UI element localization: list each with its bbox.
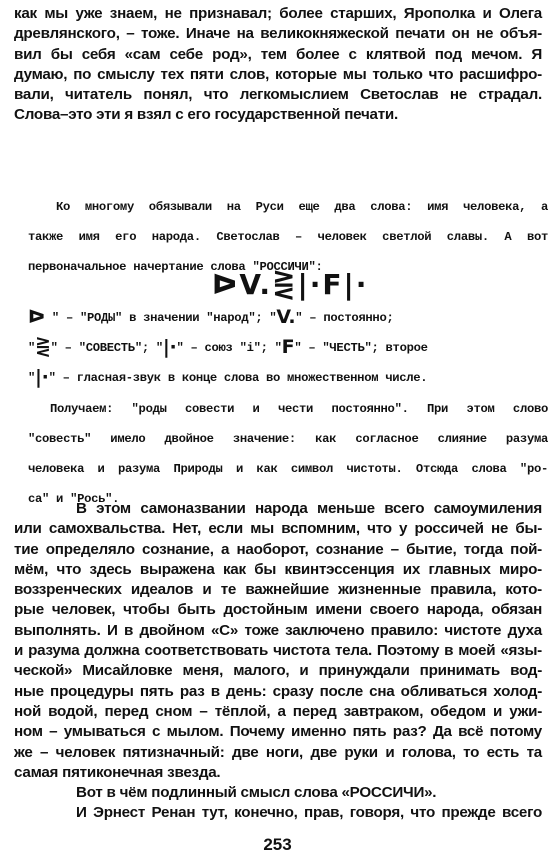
- definition-word: "ЧЕСТЬ";: [322, 341, 379, 355]
- rune-glyph: |·: [162, 336, 177, 358]
- definition-word: "РОДЫ": [79, 311, 123, 325]
- typed-line: первоначальное начертание слова "РОССИЧИ":: [28, 260, 323, 274]
- definition-line: "⋛" – "СОВЕСТЬ"; "|·" – союз "i"; "F" – "ЧЕСТЬ"; второе: [28, 336, 428, 358]
- text-line: Вот в чём подлинный смысл слова «РОССИЧИ».: [76, 784, 437, 802]
- page-number: 253: [263, 835, 292, 854]
- typed-line: человека и разума Природы и как символ чистоты. Отсюда слова "ро-: [28, 462, 548, 476]
- definition-meaning: – союз "i";: [190, 341, 268, 355]
- text-line: ческой» Мисайловке меня, малого, и принуждали принимать вод-: [14, 662, 542, 680]
- text-line: самая пятиконечная звезда.: [14, 763, 221, 781]
- rune-glyph: ⋛: [35, 336, 51, 358]
- typed-line: Ко многому обязывали на Руси еще два слова: имя человека, а: [56, 200, 548, 214]
- rune-glyph: F: [281, 336, 295, 358]
- text-line: выполнять. И в двойном «С» тоже заключено правило: чистоте духа: [14, 621, 542, 639]
- text-line: думаю, по смыслу тех пяти слов, которые мы только что расшифро-: [14, 65, 542, 83]
- text-line: древлянского, – тоже. Иначе на великокняжеской печати он не объя-: [14, 25, 542, 43]
- definition-word: "СОВЕСТЬ";: [78, 341, 149, 355]
- text-line: ной водой, перед сном – тёплой, а перед завтраком, обедом и ужи-: [14, 702, 542, 720]
- text-line: воззренческих идеалов и те важнейшие жизненные правила, кото-: [14, 581, 542, 599]
- text-line: ном – умываться с мылом. Почему именно пять раз? Да всё потому: [14, 723, 542, 741]
- typed-line: са" и "Рось".: [28, 492, 120, 506]
- typed-line: "совесть" имело двойное значение: как согласное слияние разума: [28, 432, 548, 446]
- text-line: и разума должна соответствовать чистота тела. Поэтому в моей «язы-: [14, 642, 542, 660]
- text-line: ные процедуры пять раз в день: сразу после сна обливаться холод-: [14, 682, 542, 700]
- definition-line: "|·" – гласная-звук в конце слова во множественном числе.: [28, 366, 428, 388]
- text-line: вали, читатель понял, что легкомыслием Светослав не страдал.: [14, 86, 542, 104]
- text-line: И Эрнест Ренан тут, конечно, прав, говоря, что прежде всего: [76, 804, 542, 822]
- text-line: же – человек пятизначный: две ноги, две руки и голова, то есть та: [14, 743, 542, 761]
- text-line: вил бы себя «сам себе род», тем более с клятвой под мечом. Я: [14, 45, 542, 63]
- definition-meaning: второе: [385, 341, 428, 355]
- text-line: тие определяло сознание, а наоборот, сознание – бытие, тогда пой-: [14, 540, 542, 558]
- top-paragraph: [14, 4, 542, 126]
- bottom-paragraph: [14, 499, 542, 824]
- text-line: как мы уже знаем, не признавал; более старших, Ярополка и Олега: [14, 5, 542, 22]
- text-line: мём, что здесь выражена как бы квинтэссенция их главных миро-: [14, 560, 542, 578]
- text-line: Слова–это эти я взял с его государственной печати.: [14, 106, 398, 124]
- rune-definitions: [28, 302, 548, 392]
- rune-glyph: |·: [35, 366, 49, 388]
- definition-line: ᐅ " – "РОДЫ" в значении "народ"; "V." – постоянно;: [28, 306, 394, 328]
- typewritten-result: [28, 394, 548, 514]
- definition-meaning: постоянно;: [323, 311, 394, 325]
- definition-meaning: в значении "народ";: [129, 311, 263, 325]
- rune-glyph: V.: [276, 306, 296, 328]
- text-line: или самохвальства. Нет, если мы вспомним, что у россичей не бы-: [14, 520, 542, 538]
- text-line: рые человек, чтобы быть достойным имени своего народа, обязан: [14, 601, 542, 619]
- rune-glyph: ᐅ: [28, 306, 45, 328]
- definition-meaning: – гласная-звук в конце слова во множественном числе.: [62, 371, 428, 385]
- typed-line: Получаем: "роды совести и чести постоянно". При этом слово: [50, 402, 548, 416]
- text-line: В этом самоназвании народа меньше всего самоумиления: [76, 500, 542, 517]
- rune-inscription-rossichi: ᐅV.⋛|·F|·: [212, 268, 369, 301]
- typed-line: также имя его народа. Светослав – человек светлой славы. А вот: [28, 230, 548, 244]
